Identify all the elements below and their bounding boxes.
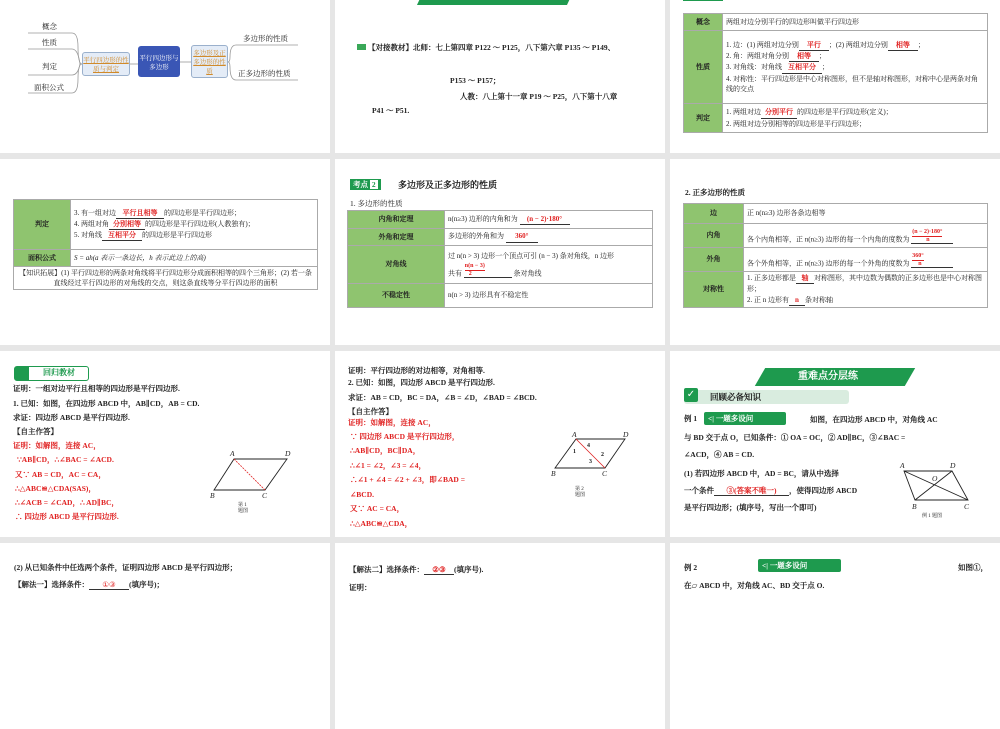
cell-side: 正 n(n≥3) 边形各条边相等 [744, 204, 988, 224]
question-1-blank-line: 一个条件 ③(答案不唯一) ，使得四边形 ABCD [684, 486, 858, 495]
example-label: 例 2 [684, 563, 698, 572]
figure-parallelogram-1 [0, 351, 330, 537]
cell-interior: 各个内角相等，正 n(n≥3) 边形的每一个内角的度数为 $\frac{(n - 2)\cdot 180^\circ}{n}$ [744, 224, 988, 248]
slide-example-1-part2[interactable] [0, 543, 330, 729]
mindmap-leaf-area: 面积公式 [34, 83, 64, 92]
label-c: C [602, 469, 608, 478]
example-text-1: 如图，在四边形 ABCD 中，对角线 AC [810, 415, 938, 424]
cell-property: 1. 边：(1) 两组对边分别 平行 ；(2) 两组对边分别 相等 ； 2. 角：两组对角分别 相等 ； 3. 对角线：对角线 互相平分 ； 4. 对称性：平行四边形是中心对称图形，但不是轴对称图形，对称中心是两条对角线的交点 [723, 31, 988, 104]
answer-method-1: ①③ [89, 580, 129, 590]
answer-q1: ③(答案不唯一) [714, 486, 789, 496]
label-c: C [964, 502, 970, 511]
answer-j3: 平行且相等 [116, 208, 164, 219]
answer-equal: 相等 [888, 40, 918, 51]
cell-exterior: 各个外角相等，正 n(n≥3) 边形的每一个外角的度数为 $\frac{360^\circ}{n}$ [744, 248, 988, 272]
slide-judgement-area[interactable] [0, 159, 330, 345]
topic-badge: 考点 2 [350, 179, 381, 190]
proof-statement: 证明：一组对边平行且相等的四边形是平行四边形. [13, 384, 180, 393]
subheading: 2. 正多边形的性质 [685, 188, 745, 197]
multi-question-tag[interactable]: <| 一题多设问 [758, 559, 841, 572]
mindmap-center-node[interactable]: 平行四边形与多边形 [138, 46, 180, 77]
regular-polygon-table [683, 203, 988, 308]
multi-question-tag[interactable]: <| 一题多设问 [704, 412, 786, 425]
method-1-line: 【解法一】选择条件： ①③ (填序号)； [14, 580, 164, 589]
given-text: 1. 已知：如图，在四边形 ABCD 中，AB∥CD，AB = CD. [13, 399, 200, 408]
example-text-3: ∠ACD，④ AB = CD. [684, 450, 755, 459]
figure-parallelogram-2 [335, 351, 665, 537]
label-d: D [285, 449, 291, 458]
row-header-side: 边 [684, 204, 744, 224]
label-a: A [572, 430, 577, 439]
figure-caption: 第 1 题图 [238, 503, 249, 514]
return-textbook-badge: 回归教材 [14, 366, 89, 381]
row-header-property: 性质 [684, 31, 723, 104]
row-header-symmetry: 对称性 [684, 272, 744, 308]
question-1-text-end: 是平行四边形；(填序号，写出一个即可) [684, 503, 817, 512]
answer-method-2: ②③ [424, 565, 454, 575]
slide-parallelogram-table[interactable] [670, 0, 1000, 153]
angle-1: 1 [573, 449, 576, 455]
row-header-diagonal: 对角线 [348, 246, 445, 284]
slide-textbook-reference[interactable] [335, 0, 665, 153]
slide-polygon-properties[interactable] [335, 159, 665, 345]
figure-caption: 例 1 题图 [922, 514, 943, 519]
answer-line: 又∵ AC = CA， [350, 504, 405, 513]
polygon-table [347, 210, 653, 308]
row-header-exterior: 外角 [684, 248, 744, 272]
row-header-area: 面积公式 [14, 250, 71, 267]
answer-line: ∴△ABC≌△CDA， [350, 519, 413, 528]
answer-exterior: 360° [506, 231, 538, 242]
label-a: A [900, 461, 905, 470]
mindmap-leaf-regular-polygon-property: 正多边形的性质 [238, 69, 291, 78]
cell-exterior: 多边形的外角和为 360° [445, 229, 653, 246]
example-text-2: 与 BD 交于点 O，已知条件：① OA = OC，② AD∥BC，③∠BAC = [684, 433, 906, 442]
slide-textbook-proof-1[interactable] [0, 351, 330, 537]
label-b: B [551, 469, 556, 478]
cell-area: S = ah(a 表示一条边长，h 表示此边上的高) [71, 250, 318, 267]
subheading: 1. 多边形的性质 [350, 199, 403, 208]
answer-parallel: 平行 [799, 40, 829, 51]
topic-title: 多边形及正多边形的性质 [398, 180, 498, 190]
slide-textbook-proof-2[interactable] [335, 351, 665, 537]
row-header-interior: 内角和定理 [348, 211, 445, 229]
answer-interior-angle: $\frac{(n - 2)\cdot 180^\circ}{n}$ [911, 227, 953, 245]
example-text-1: 如图①， [958, 563, 988, 572]
answer-line: ∴△ABC≌△CDA(SAS)， [15, 484, 96, 493]
slide-example-2[interactable] [670, 543, 1000, 729]
judgement-area-table [13, 199, 318, 290]
check-icon: ✓ [684, 388, 698, 402]
answer-diagonal-count: $\frac{n(n - 3)}{2}$ [464, 261, 512, 279]
row-header-interior: 内角 [684, 224, 744, 248]
label-b: B [210, 491, 215, 500]
answer-line: ∴∠ACB = ∠CAD，∴ AD∥BC， [15, 498, 119, 507]
textbook-line-1 [357, 43, 615, 52]
parallelogram-table [683, 13, 988, 133]
row-header-judgement: 判定 [684, 104, 723, 133]
mindmap-leaf-judgement: 判定 [42, 62, 57, 71]
answer-line: ∵ 四边形 ABCD 是平行四边形， [350, 432, 460, 441]
angle-2: 2 [601, 452, 604, 458]
self-answer-label: 【自主作答】 [13, 427, 58, 436]
example-label: 例 1 [684, 414, 698, 423]
label-d: D [623, 430, 629, 439]
angle-4: 4 [587, 443, 590, 449]
answer-line: ∴ 四边形 ABCD 是平行四边形. [15, 512, 119, 521]
textbook-line-2: P153 ～ P157； [450, 76, 501, 85]
proof-label: 证明： [349, 583, 372, 592]
cell-judgement: 1. 两组对边 分别平行 的四边形是平行四边形(定义)； 2. 两组对边分别相等的四边形是平行四边形； [723, 104, 988, 133]
cell-symmetry: 1. 正多边形都是 轴 对称图形，其中边数为偶数的正多边形也是中心对称图形； 2. 正 n 边形有 n 条对称轴 [744, 272, 988, 308]
mindmap-leaf-property: 性质 [42, 38, 57, 47]
label-b: B [912, 502, 917, 511]
mindmap-leaf-concept: 概念 [42, 22, 57, 31]
answer-angle: 相等 [789, 51, 819, 62]
row-header-instability: 不稳定性 [348, 284, 445, 308]
textbook-line-4: P41 ～ P51. [372, 106, 410, 115]
question-1-text: (1) 若四边形 ABCD 中，AD = BC，请从中选择 [684, 469, 839, 478]
banner-title: 重难点分层练 [798, 371, 858, 382]
mindmap-leaf-polygon-property: 多边形的性质 [243, 34, 288, 43]
proof-statement: 证明：平行四边形的对边相等，对角相等. [348, 366, 485, 375]
textbook-line-3: 人教：八上第十一章 P19 ～ P25，八下第十八章 [460, 92, 618, 101]
share-icon: <| [762, 561, 768, 570]
method-2-line: 【解法二】选择条件： ②③ (填序号). [349, 565, 484, 574]
figure-example-1 [670, 351, 1000, 537]
row-header-exterior: 外角和定理 [348, 229, 445, 246]
figure-caption: 第 2 题图 [575, 487, 586, 498]
answer-line: ∴AB∥CD，BC∥DA， [350, 446, 421, 455]
answer-line: 证明：如解图，连接 AC， [348, 418, 436, 427]
prove-text: 求证：四边形 ABCD 是平行四边形. [13, 413, 130, 422]
answer-interior: (n − 2)·180° [520, 214, 570, 225]
knowledge-extension: 【知识拓展】(1) 平行四边形的两条对角线将平行四边形分成面积相等的四个三角形；(2) 若一条直线经过平行四边形的对角线的交点，则这条直线等分平行四边形的面积 [14, 267, 318, 290]
section-title: 回顾必备知识 [710, 392, 762, 402]
cell-judgement: 3. 有一组对边 平行且相等 的四边形是平行四边形； 4. 两组对角 分别相等 的四边形是平行四边形(人教独有)； 5. 对角线 互相平分 的四边形是平行四边形 [71, 200, 318, 250]
answer-line: 证明：如解图，连接 AC， [13, 441, 101, 450]
title-banner [417, 0, 573, 5]
row-header-judgement: 判定 [14, 200, 71, 250]
share-icon: <| [708, 414, 714, 423]
slide-regular-polygon[interactable] [670, 159, 1000, 345]
question-2-text: (2) 从已知条件中任选两个条件，证明四边形 ABCD 是平行四边形； [14, 563, 238, 572]
answer-line: ∴∠1 + ∠4 = ∠2 + ∠3，即∠BAD = [350, 475, 465, 484]
slide-example-1[interactable] [670, 351, 1000, 537]
mindmap-node-polygon[interactable]: 多边形及正多边形的性质 [191, 45, 228, 78]
given-text: 2. 已知：如图，四边形 ABCD 是平行四边形. [348, 378, 495, 387]
mindmap-node-parallelogram[interactable]: 平行四边形的性质与判定 [82, 52, 130, 76]
answer-axis: 轴 [796, 273, 814, 284]
book-icon [357, 44, 366, 50]
angle-3: 3 [589, 459, 592, 465]
slide-mindmap[interactable] [0, 0, 330, 153]
cell-interior: n(n≥3) 边形的内角和为 (n − 2)·180° [445, 211, 653, 229]
answer-line: 又∵ AB = CD，AC = CA， [15, 470, 106, 479]
answer-judge-1: 分别平行 [761, 107, 797, 118]
answer-exterior-angle: $\frac{360^\circ}{n}$ [911, 251, 953, 269]
prove-text: 求证：AB = CD，BC = DA，∠B = ∠D，∠BAD = ∠BCD. [348, 393, 537, 402]
answer-diagonal: 互相平分 [782, 62, 822, 73]
cell-diagonal: 过 n(n > 3) 边形一个顶点可引 (n − 3) 条对角线，n 边形 共有 $\frac{n(n - 3)}{2}$ 条对角线 [445, 246, 653, 284]
label-o: O [932, 474, 938, 483]
example-text-2: 在▱ ABCD 中，对角线 AC、BD 交于点 O. [684, 581, 825, 590]
slide-example-1-method2[interactable] [335, 543, 665, 729]
row-header-concept: 概念 [684, 14, 723, 31]
answer-j5: 互相平分 [102, 230, 142, 241]
cell-instability: n(n > 3) 边形具有不稳定性 [445, 284, 653, 308]
answer-j4: 分别相等 [109, 219, 145, 230]
label-d: D [950, 461, 956, 470]
topic-header-bar [683, 0, 723, 1]
textbook-text-1: 【对接教材】北师：七上第四章 P122 ～ P125，八下第六章 P135 ～ P149、 [368, 43, 616, 52]
label-a: A [230, 449, 235, 458]
cell-concept: 两组对边分别平行的四边形叫做平行四边形 [723, 14, 988, 31]
answer-n: n [789, 295, 805, 306]
answer-line: ∵AB∥CD，∴∠BAC = ∠ACD. [17, 455, 114, 464]
self-answer-label: 【自主作答】 [348, 407, 393, 416]
label-c: C [262, 491, 268, 500]
answer-line: ∴∠1 = ∠2，∠3 = ∠4， [350, 461, 426, 470]
answer-line: ∠BCD. [350, 490, 374, 499]
